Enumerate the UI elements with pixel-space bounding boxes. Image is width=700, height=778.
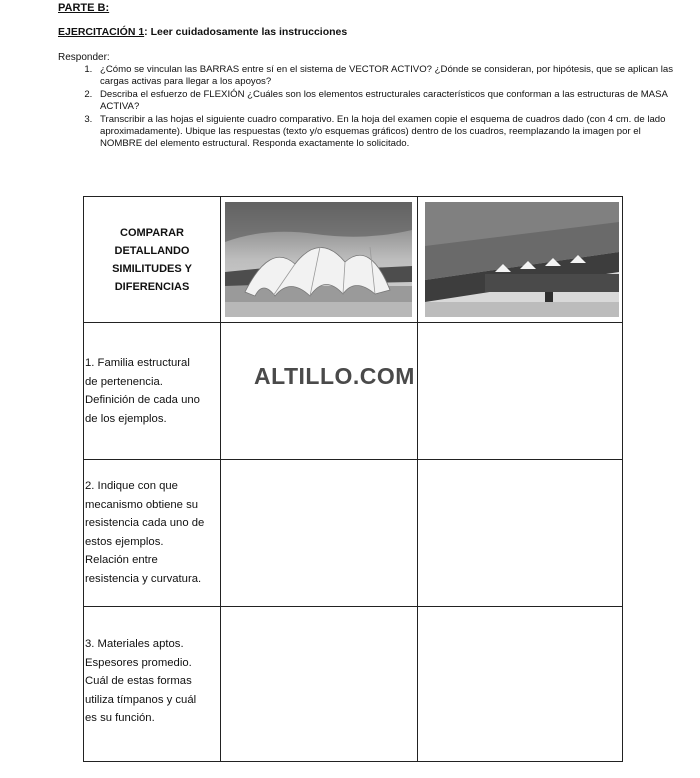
shell-roof-building-photo	[225, 202, 412, 317]
photo-graphic	[425, 202, 619, 317]
table-header-cell: COMPARAR DETALLANDO SIMILITUDES Y DIFERENCIAS	[112, 226, 192, 293]
exercise-instruction: : Leer cuidadosamente las instrucciones	[144, 26, 348, 38]
row-label-structural-family: 1. Familia estructural de pertenencia. Definición de cada uno de los ejemplos.	[85, 357, 200, 425]
photo-graphic	[225, 202, 412, 317]
question-list	[58, 64, 685, 151]
exercise-label: EJERCITACIÓN 1	[58, 26, 145, 38]
exercise-heading	[58, 26, 347, 38]
column-divider	[220, 197, 221, 761]
question-item: 3. Transcribir a las hojas el siguiente cuadro comparativo. En la hoja del examen copie el esquema de cuadros dado (con 4 cm. de lado aproximadamente). Ubique las respuestas (texto y/o esquemas gráficos) dentro de los cuadros, reemplazando la imagen por el NOMBRE del elemento estructural. Responda exactamente lo solicitado.	[95, 114, 685, 151]
row-divider	[84, 606, 622, 607]
column-divider	[417, 197, 418, 761]
respond-label: Responder:	[58, 52, 110, 63]
row-label-resistance-mechanism: 2. Indique con que mecanismo obtiene su resistencia cada uno de estos ejemplos. Relación entre resistencia y curvatura.	[85, 480, 205, 585]
row-divider	[84, 322, 622, 323]
watermark: ALTILLO.COM	[254, 363, 415, 389]
question-item: 2. Describa el esfuerzo de FLEXIÓN ¿Cuáles son los elementos estructurales característicos que conforman a las estructuras de MASA ACTIVA?	[95, 89, 685, 114]
section-title: PARTE B:	[58, 2, 110, 14]
comparison-table	[83, 196, 623, 762]
row-divider	[84, 459, 622, 460]
row-label-materials: 3. Materiales aptos. Espesores promedio. Cuál de estas formas utiliza tímpanos y cuál es su función.	[85, 638, 197, 725]
concrete-slab-ceiling-photo	[425, 202, 619, 317]
question-item: 1. ¿Cómo se vinculan las BARRAS entre sí en el sistema de VECTOR ACTIVO? ¿Dónde se consideran, por hipótesis, que se aplican las cargas activas para llegar a los apoyos?	[95, 64, 685, 89]
